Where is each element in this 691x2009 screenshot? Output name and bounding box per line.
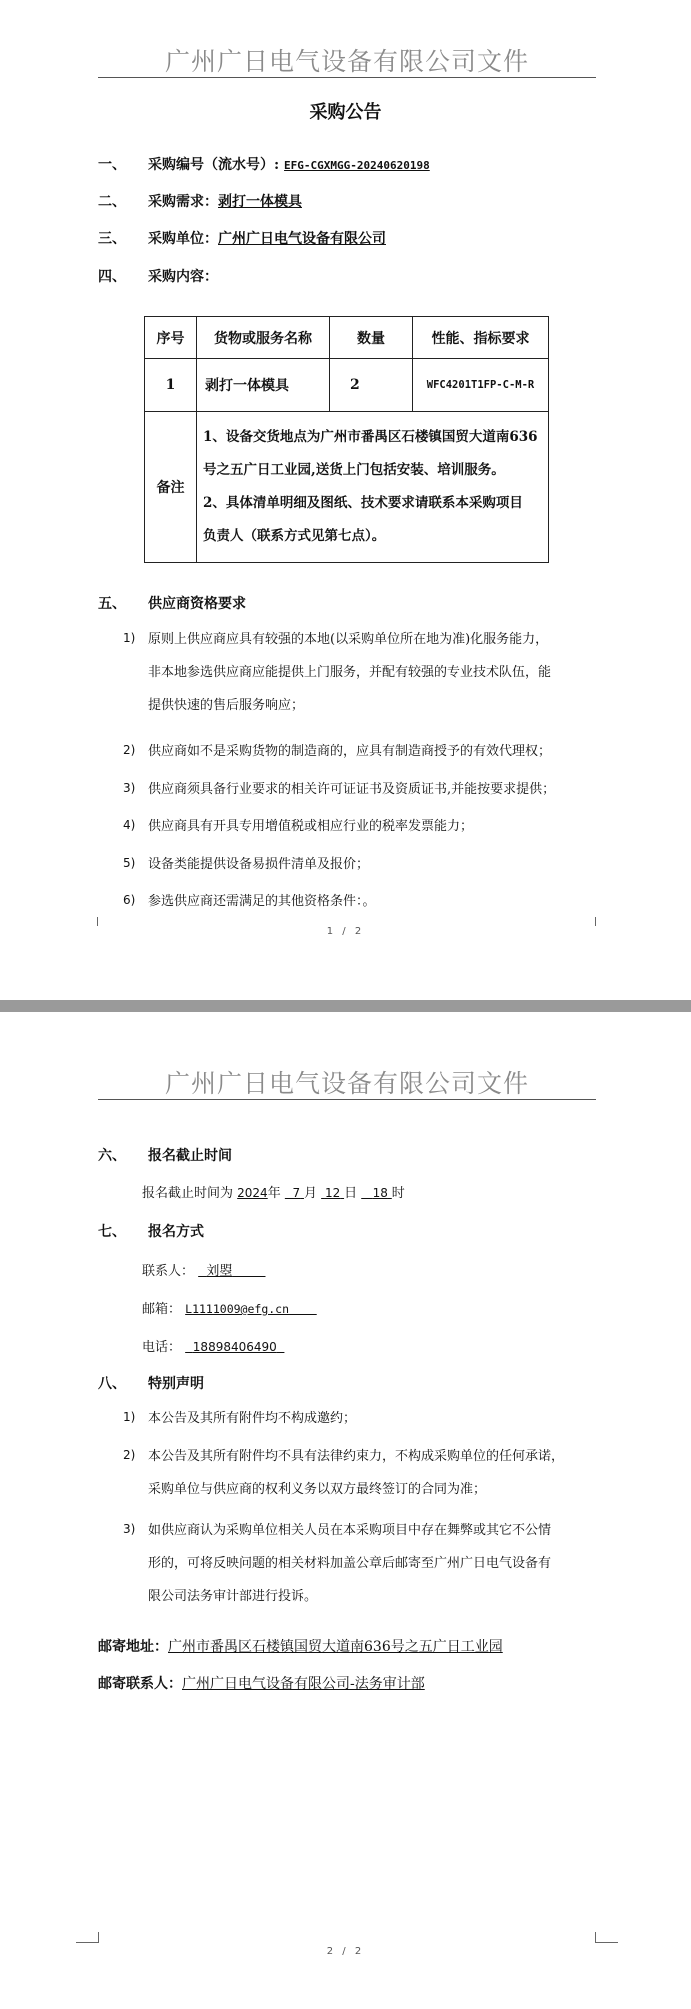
qualification-item: 供应商须具备行业要求的相关许可证证书及资质证书,并能按要求提供； [148,782,556,797]
note-line: 号之五广日工业园,送货上门包括安装、培训服务。 [203,462,505,478]
statement-line: 限公司法务审计部进行投诉。 [148,1589,318,1604]
section-2-label: 采购需求： [148,194,218,210]
deadline-year-unit: 年 [267,1186,281,1201]
header-cell-spec: 性能、指标要求 [413,317,549,359]
corner-mark [76,1932,99,1943]
header-title: 广州广日电气设备有限公司文件 [164,47,529,76]
statement-number: 3) [123,1522,136,1536]
qualification-number: 2) [123,743,136,757]
page-number: 2 / 2 [326,1946,365,1957]
section-4-number: 四、 [98,269,126,285]
note-line: 1、设备交货地点为广州市番禺区石楼镇国贸大道南636 [203,429,538,445]
deadline-month-unit: 月 [303,1186,317,1201]
note-line: 负责人（联系方式见第七点）。 [203,528,386,544]
contact-person: 刘曌 [206,1264,233,1279]
corner-mark [97,917,98,926]
purchase-demand: 剥打一体模具 [218,194,302,210]
document-title: 采购公告 [309,102,382,123]
section-5-number: 五、 [98,596,126,612]
qualification-item: 参选供应商还需满足的其他资格条件：。 [148,894,376,909]
mail-recipient: 广州广日电气设备有限公司-法务审计部 [182,1676,425,1692]
mail-address-line [98,1636,503,1656]
contact-phone: 18898406490 [192,1340,277,1354]
deadline-day-unit: 日 [344,1186,358,1201]
statement-number: 1) [123,1410,136,1424]
qualification-number: 3) [123,781,136,795]
statement-number: 2) [123,1448,136,1462]
deadline-prefix: 报名截止时间为 [142,1186,234,1201]
table-row [145,359,549,412]
qualification-number: 4) [123,818,136,832]
section-1-label: 采购编号（流水号）: [148,157,280,173]
qualification-number: 6) [123,893,136,907]
cell-spec: WFC4201T1FP-C-M-R [413,359,549,412]
page-1 [0,0,691,1000]
cell-note-content [197,412,549,563]
items-table [144,316,549,563]
header-rule [98,77,596,78]
mail-recipient-label: 邮寄联系人： [98,1676,182,1692]
contact-person-line [142,1260,266,1279]
section-2 [148,191,302,211]
section-8-label: 特别声明 [148,1376,204,1392]
section-3 [148,228,386,248]
section-6-number: 六、 [98,1148,126,1164]
section-5-label: 供应商资格要求 [148,596,246,612]
statement-line: 如供应商认为采购单位相关人员在本采购项目中存在舞弊或其它不公情 [148,1523,552,1538]
contact-email-label: 邮箱： [142,1302,182,1317]
mail-address-label: 邮寄地址： [98,1639,168,1655]
qualification-line: 原则上供应商应具有较强的本地(以采购单位所在地为准)化服务能力， [148,632,549,647]
page-number: 1 / 2 [326,926,365,937]
statement-item [148,1440,598,1506]
section-7-number: 七、 [98,1224,126,1240]
deadline-year: 2024 [237,1186,268,1200]
statement-item [148,1514,598,1613]
purchase-unit: 广州广日电气设备有限公司 [218,231,386,247]
contact-person-label: 联系人： [142,1264,195,1279]
contact-email-line [142,1298,317,1317]
statement-line: 形的，可将反映问题的相关材料加盖公章后邮寄至广州广日电气设备有 [148,1556,552,1571]
header-title: 广州广日电气设备有限公司文件 [164,1069,529,1098]
qualification-item: 供应商如不是采购货物的制造商的，应具有制造商授予的有效代理权； [148,744,552,759]
contact-phone-label: 电话： [142,1340,182,1355]
cell-qty: 2 [330,359,413,412]
section-7-label: 报名方式 [148,1224,204,1240]
contact-email[interactable]: L1111009@efg.cn [185,1302,290,1316]
deadline-line [142,1182,405,1201]
section-4-label: 采购内容： [148,269,218,285]
contact-phone-line [142,1336,284,1355]
cell-note-label: 备注 [145,412,197,563]
qualification-line: 提供快速的售后服务响应； [148,698,305,713]
section-3-label: 采购单位： [148,231,218,247]
qualification-item [148,623,598,722]
header-cell-no: 序号 [145,317,197,359]
page-2 [0,1012,691,2009]
corner-mark [595,917,596,926]
deadline-month: 7 [292,1186,301,1200]
deadline-hour: 18 [372,1186,388,1200]
deadline-day: 12 [324,1186,341,1200]
section-1-number: 一、 [98,157,126,173]
section-8-number: 八、 [98,1376,126,1392]
qualification-item: 设备类能提供设备易损件清单及报价； [148,857,370,872]
section-3-number: 三、 [98,231,126,247]
qualification-number: 5) [123,856,136,870]
table-header-row [145,317,549,359]
section-6-label: 报名截止时间 [148,1148,232,1164]
statement-line: 本公告及其所有附件均不具有法律约束力，不构成采购单位的任何承诺， [148,1449,565,1464]
header-rule [98,1099,596,1100]
deadline-hour-unit: 时 [391,1186,405,1201]
note-line: 2、具体清单明细及图纸、技术要求请联系本采购项目 [203,495,523,511]
qualification-item: 供应商具有开具专用增值税或相应行业的税率发票能力； [148,819,474,834]
statement-item: 本公告及其所有附件均不构成邀约； [148,1411,357,1426]
qualification-number: 1) [123,631,136,645]
header-cell-qty: 数量 [330,317,413,359]
cell-no: 1 [145,359,197,412]
corner-mark [595,1932,618,1943]
header-cell-name: 货物或服务名称 [197,317,330,359]
mail-recipient-line [98,1673,425,1693]
statement-line: 采购单位与供应商的权利义务以双方最终签订的合同为准； [148,1482,487,1497]
qualification-line: 非本地参选供应商应能提供上门服务，并配有较强的专业技术队伍，能 [148,665,552,680]
section-2-number: 二、 [98,194,126,210]
section-1 [148,154,430,174]
table-note-row [145,412,549,563]
purchase-number: EFG-CGXMGG-20240620198 [284,159,430,172]
page-separator [0,1000,691,1012]
mail-address: 广州市番禺区石楼镇国贸大道南636号之五广日工业园 [168,1639,503,1655]
cell-name: 剥打一体模具 [197,359,330,412]
